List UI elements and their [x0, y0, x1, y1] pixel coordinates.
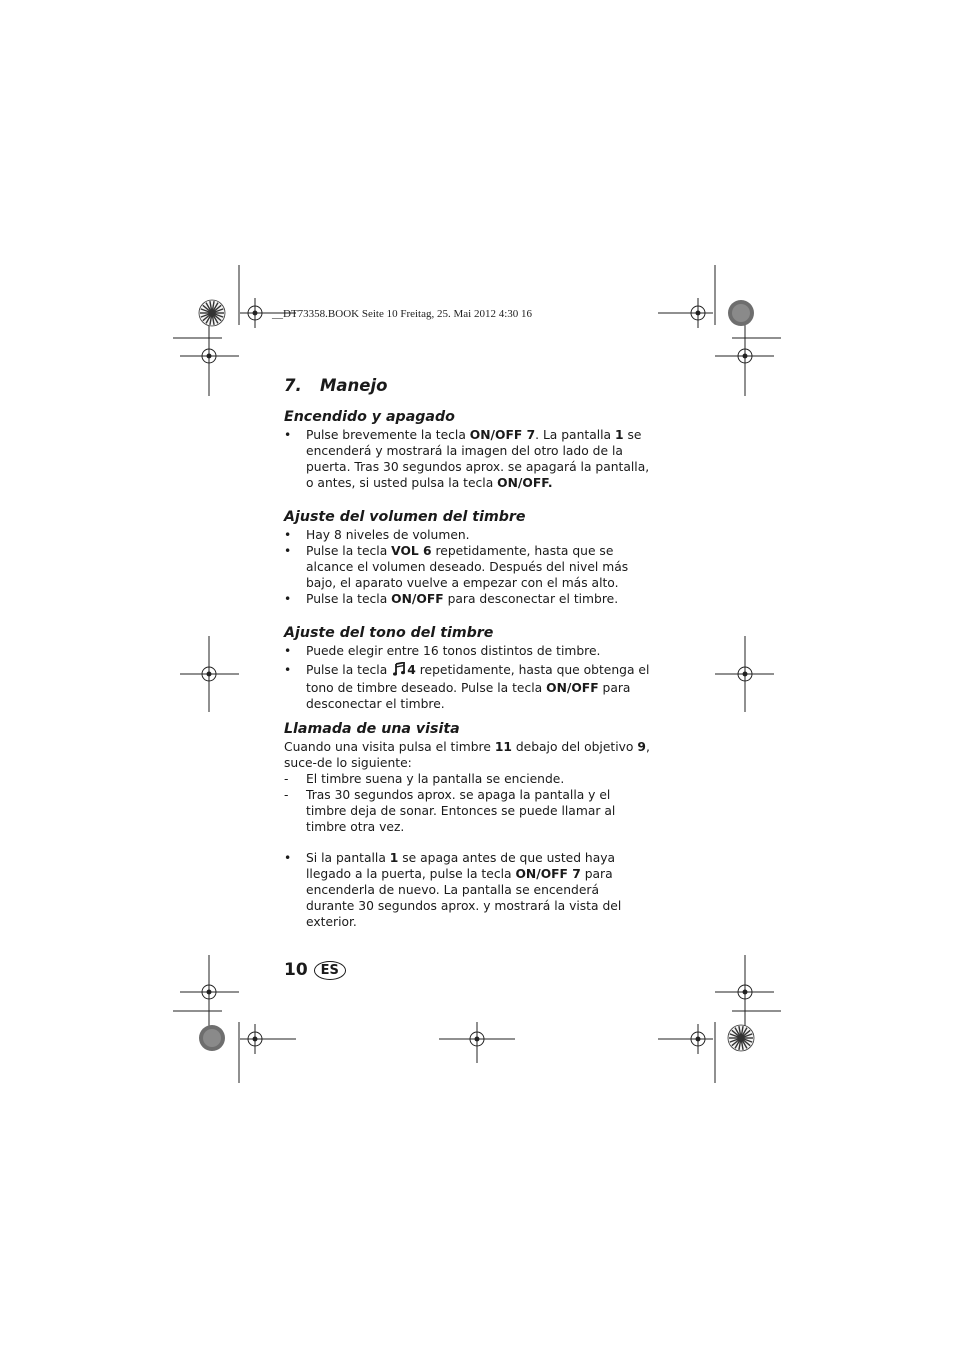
- key-bell: 11: [494, 740, 512, 754]
- key-on-off: ON/OFF.: [497, 476, 553, 490]
- key-lens: 9: [637, 740, 646, 754]
- dash-item-timeout: - Tras 30 segundos aprox. se apaga la pantalla y el timbre deja de sonar. Entonces se puede llamar al timbre otra vez.: [284, 787, 650, 835]
- text: repetidamente, hasta que se alcance el volumen deseado. Después del nivel más bajo, el aparato vuelve a empezar con el más alto.: [306, 544, 629, 590]
- text: Si la pantalla: [306, 851, 390, 865]
- print-header-line: __DT73358.BOOK Seite 10 Freitag, 25. Mai 2012 4:30 16: [272, 308, 533, 320]
- key-on-off: ON/OFF: [391, 592, 444, 606]
- text: para desconectar el timbre.: [443, 592, 619, 606]
- text: Pulse la tecla: [306, 663, 388, 677]
- text: Pulse la tecla: [306, 544, 392, 558]
- chapter-heading: [284, 376, 650, 395]
- language-badge: ES: [314, 961, 346, 980]
- text: Cuando una visita pulsa el timbre: [284, 740, 495, 754]
- bullet-power-on: [284, 427, 650, 491]
- key-tone: 4: [407, 663, 416, 677]
- text: Puede elegir entre 16 tonos distintos de timbre.: [306, 644, 601, 658]
- bullet-volume-off: [284, 591, 650, 607]
- chapter-number: 7.: [284, 376, 302, 395]
- page-number: 10: [284, 960, 308, 980]
- key-on-off: ON/OFF 7: [515, 867, 581, 881]
- bullet-volume-key: [284, 543, 650, 591]
- section-volume: [284, 509, 650, 607]
- text: . La pantalla: [535, 428, 616, 442]
- text: se apaga antes de que usted haya llegado a la puerta, pulse la tecla: [306, 851, 616, 881]
- bullet-screen-note: [284, 850, 650, 930]
- page-content: [284, 376, 650, 948]
- text: , suce-de lo siguiente:: [284, 740, 650, 770]
- music-note-icon: [393, 662, 405, 680]
- text: se encenderá y mostrará la imagen del otro lado de la puerta. Tras 30 segundos aprox. se apagará la pantalla, o antes, si usted pulsa la tecla: [306, 428, 650, 490]
- key-vol: VOL 6: [391, 544, 432, 558]
- text: Pulse brevemente la tecla: [306, 428, 470, 442]
- key-on-off: ON/OFF 7: [469, 428, 536, 442]
- text: debajo del objetivo: [511, 740, 638, 754]
- section-power: [284, 409, 650, 491]
- chapter-title: Manejo: [320, 376, 388, 395]
- bullet-tone-key: [284, 662, 650, 712]
- key-screen: 1: [389, 851, 399, 865]
- key-on-off: ON/OFF: [546, 681, 599, 695]
- key-screen: 1: [615, 428, 624, 442]
- text: para encenderla de nuevo. La pantalla se encenderá durante 30 segundos aprox. y mostrará la vista del exterior.: [306, 867, 622, 929]
- bullet-volume-levels: [284, 527, 650, 543]
- text: para desconectar el timbre.: [306, 681, 631, 711]
- bullet-tone-count: [284, 643, 650, 659]
- section-heading-power: Encendido y apagado: [284, 409, 455, 425]
- text: Pulse la tecla: [306, 592, 392, 606]
- visitor-intro: [284, 739, 650, 771]
- page-footer: [284, 960, 346, 980]
- section-heading-visitor: Llamada de una visita: [284, 721, 460, 737]
- text: repetidamente, hasta que obtenga el tono de timbre deseado. Pulse la tecla: [306, 663, 650, 695]
- section-visitor: [284, 721, 650, 930]
- section-tone: [284, 625, 650, 712]
- section-heading-volume: Ajuste del volumen del timbre: [284, 509, 526, 525]
- text: Hay 8 niveles de volumen.: [306, 528, 470, 542]
- section-heading-tone: Ajuste del tono del timbre: [284, 625, 494, 641]
- dash-item-ring: - El timbre suena y la pantalla se enciende.: [284, 771, 650, 787]
